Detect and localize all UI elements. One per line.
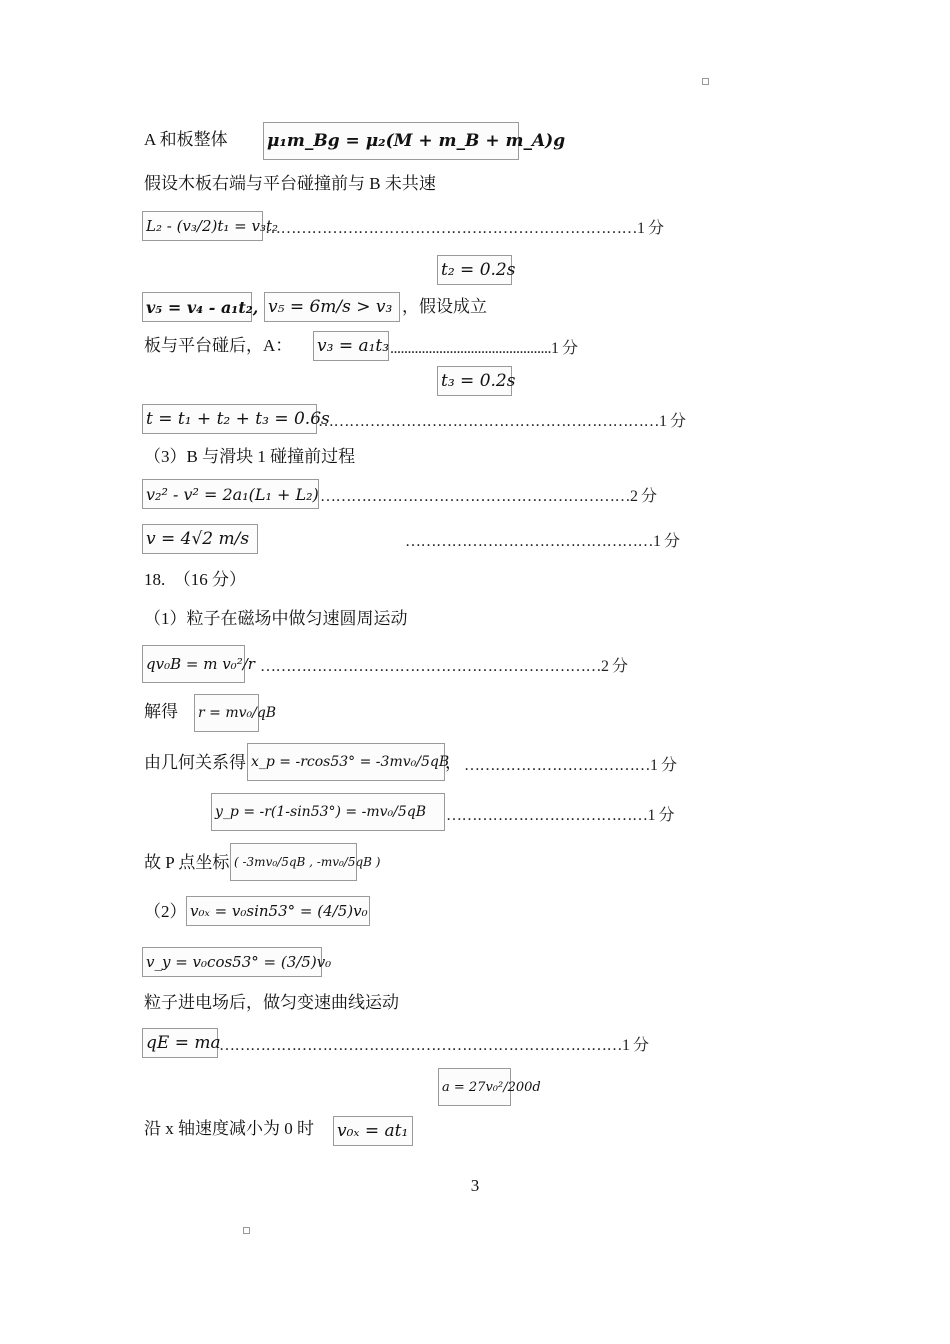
page-number: 3 (470, 1176, 480, 1195)
line-22 (0, 1028, 950, 1068)
formula: μ₁m_Bg = μ₂(M + m_B + m_A)g (263, 122, 519, 160)
line-1 (0, 122, 950, 162)
text: ，假设成立 (402, 297, 487, 316)
formula: t = t₁ + t₂ + t₃ = 0.6s (142, 404, 317, 434)
line-13 (0, 607, 950, 647)
separator: ， (445, 753, 462, 772)
text: （3）B 与滑块 1 碰撞前过程 (144, 447, 356, 466)
text: 故 P 点坐标 (144, 853, 230, 872)
score-dots: …………………………………1 分 (446, 807, 675, 824)
text: 18. （16 分） (144, 570, 246, 589)
score-dots: ………………………………1 分 (464, 757, 677, 774)
line-10 (0, 479, 950, 519)
line-23 (0, 1068, 950, 1108)
line-21 (0, 991, 950, 1031)
score-dots: …………………………………………1 分 (405, 533, 680, 550)
line-12 (0, 568, 950, 608)
formula: y_p = -r(1-sin53°) = -mv₀/5qB (211, 793, 445, 831)
line-18 (0, 843, 950, 883)
line-15 (0, 694, 950, 734)
score-dots: ………………………………………………………………1 分 (265, 220, 664, 237)
line-6 (0, 331, 950, 371)
line-16 (0, 743, 950, 783)
formula: L₂ - (v₃/2)t₁ = v₃t₂ (142, 211, 263, 241)
line-7 (0, 366, 950, 406)
line-2 (0, 172, 950, 212)
score-dots: ……………………………………………………2 分 (320, 488, 657, 505)
line-17 (0, 793, 950, 833)
formula: v₂² - v² = 2a₁(L₁ + L₂) (142, 479, 319, 509)
formula: v_y = v₀cos53° = (3/5)v₀ (142, 947, 322, 977)
text: 解得 (144, 702, 178, 721)
formula: x_p = -rcos53° = -3mv₀/5qB (247, 743, 445, 781)
formula: v = 4√2 m/s (142, 524, 258, 554)
line-4 (0, 255, 950, 295)
corner-mark-top (702, 78, 709, 85)
text: 假设木板右端与平台碰撞前与 B 未共速 (144, 174, 436, 193)
line-19 (0, 896, 950, 936)
text: （1）粒子在磁场中做匀速圆周运动 (144, 609, 408, 628)
formula: t₃ = 0.2s (437, 366, 512, 396)
line-14 (0, 645, 950, 685)
corner-mark-bottom (243, 1227, 250, 1234)
formula: qE = ma (142, 1028, 218, 1058)
text: 沿 x 轴速度减小为 0 时 (144, 1119, 314, 1138)
text: 板与平台碰后，A： (144, 336, 293, 355)
line-11 (0, 524, 950, 564)
formula: r = mv₀/qB (194, 694, 259, 732)
score-dots: ……………………………………………………………………1 分 (219, 1037, 649, 1054)
line-3 (0, 211, 950, 251)
formula: ( -3mv₀/5qB , -mv₀/5qB ) (230, 843, 357, 881)
text: 由几何关系得 (144, 753, 246, 772)
formula: v₃ = a₁t₃ (313, 331, 389, 361)
formula: qv₀B = m v₀²/r (142, 645, 245, 683)
score-dots: …………………………………………………………2 分 (260, 658, 628, 675)
score-dots: …………………………………………………………1 分 (318, 413, 686, 430)
formula: v₀ₓ = v₀sin53° = (4/5)v₀ (186, 896, 370, 926)
formula: v₅ = 6m/s > v₃ (264, 292, 400, 322)
formula: v₅ = v₄ - a₁t₂, (142, 292, 252, 322)
line-20 (0, 947, 950, 987)
formula: a = 27v₀²/200d (438, 1068, 511, 1106)
formula: v₀ₓ = at₁ (333, 1116, 413, 1146)
text: （2） (144, 902, 187, 921)
line-8 (0, 404, 950, 444)
formula: t₂ = 0.2s (437, 255, 512, 285)
text: A 和板整体 (144, 130, 228, 149)
score-dots: ..............................................1 分 (390, 340, 578, 357)
text: 粒子进电场后，做匀变速曲线运动 (144, 993, 399, 1012)
line-24 (0, 1116, 950, 1156)
line-5 (0, 292, 950, 332)
